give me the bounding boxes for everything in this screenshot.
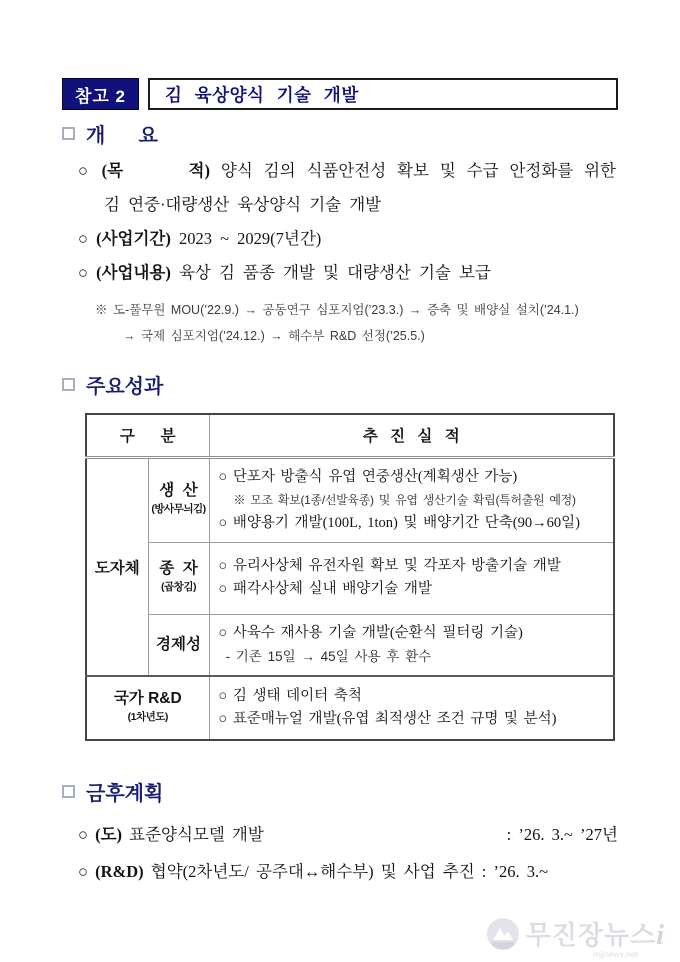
content-line: ○ 배양용기 개발(100L, 1ton) 및 배양기간 단축(90→60일) <box>218 514 580 531</box>
document-title: 김 육상양식 기술 개발 <box>148 78 618 110</box>
row-label-production: 생 산 (방사무늬김) <box>148 457 209 542</box>
bullet-circle-icon: ○ <box>78 229 88 248</box>
document-header <box>62 78 618 110</box>
section-heading-overview-label: 개 요 <box>86 124 158 147</box>
bullet-label: (목 적) <box>101 161 210 180</box>
news-watermark-text-block <box>525 915 664 959</box>
overview-bullet-purpose <box>62 154 618 188</box>
row-label-national-rnd: 국가 R&D (1차년도) <box>86 676 209 740</box>
content-line-note: ※ 모조 확보(1종/선발육종) 및 유엽 생산기술 확립(특허출원 예정) <box>233 492 576 507</box>
column-header-progress: 추 진 실 적 <box>209 414 614 457</box>
document-content <box>62 78 618 890</box>
bullet-circle-icon: ○ <box>78 862 88 881</box>
section-heading-results-label: 주요성과 <box>86 375 164 398</box>
content-line: ○ 유리사상체 유전자원 확보 및 각포자 방출기술 개발 <box>218 558 561 574</box>
future-item-text: ○ (도) 표준양식모델 개발 <box>78 825 264 844</box>
content-line: ○ 사육수 재사용 기술 개발(순환식 필터링 기술) <box>218 624 523 641</box>
news-logo-icon <box>486 917 520 951</box>
checkbox-square-icon <box>62 378 75 391</box>
table-row-seed <box>86 542 614 614</box>
row-label-economics: 경제성 <box>148 614 209 676</box>
overview-bullet-purpose-line2 <box>62 188 618 222</box>
bullet-label: (사업내용) <box>96 263 171 282</box>
news-watermark <box>486 915 664 959</box>
section-heading-future <box>62 775 618 807</box>
overview-notes <box>62 297 618 349</box>
future-item-rnd <box>62 853 618 890</box>
bullet-circle-icon: ○ <box>78 825 88 844</box>
note-line: ※ 도-풀무원 MOU(’22.9.) → 공동연구 심포지엄(’23.3.) → 증축 및 배양실 설치(’24.1.) <box>95 303 579 317</box>
checkbox-square-icon <box>62 127 75 140</box>
bullet-circle-icon: ○ <box>78 161 91 180</box>
future-item-date: : ’26. 3.~ ’27년 <box>506 825 618 844</box>
section-heading-future-label: 금후계획 <box>86 782 164 805</box>
results-table-header-row <box>86 414 614 457</box>
bullet-text: 육상 김 품종 개발 및 대량생산 기술 보급 <box>178 263 491 282</box>
note-line: → 국제 심포지엄(’24.12.) → 해수부 R&D 선정(’25.5.) <box>123 329 425 343</box>
bullet-text: 2023 ~ 2029(7년간) <box>178 229 322 248</box>
column-header-category: 구 분 <box>86 414 209 457</box>
bullet-label: (사업기간) <box>96 229 171 248</box>
section-heading-overview <box>62 117 618 149</box>
row-group-province: 도자체 <box>86 457 148 676</box>
content-line: ○ 김 생태 데이터 축척 <box>218 688 362 704</box>
row-content-seed <box>209 542 614 614</box>
news-watermark-name: 무진장뉴스 <box>525 920 657 950</box>
content-line: ○ 단포자 방출식 유엽 연중생산(계획생산 가능) <box>218 468 518 485</box>
row-content-economics <box>209 614 614 676</box>
overview-bullet-period <box>62 222 618 256</box>
bullet-text-continued: 김 연중·대량생산 육상양식 기술 개발 <box>104 195 382 214</box>
news-watermark-domain: mjjnews.net <box>593 949 638 959</box>
overview-bullet-content <box>62 256 618 290</box>
content-line: ○ 패각사상체 실내 배양기술 개발 <box>218 581 432 597</box>
future-items <box>62 816 618 890</box>
row-content-national-rnd <box>209 676 614 740</box>
checkbox-square-icon <box>62 785 75 798</box>
bullet-text: 양식 김의 식품안전성 확보 및 수급 안정화를 위한 <box>220 161 616 180</box>
reference-badge: 참고 2 <box>62 78 139 110</box>
content-line-sub: - 기존 15일 → 45일 사용 후 환수 <box>225 648 432 664</box>
row-content-production <box>209 457 614 542</box>
table-row-production <box>86 457 614 542</box>
results-table <box>85 413 615 741</box>
table-row-economics <box>86 614 614 676</box>
future-item-text: ○ (R&D) 협약(2차년도/ 공주대↔해수부) 및 사업 추진 : ’26. 3.~ <box>78 862 549 881</box>
bullet-circle-icon: ○ <box>78 263 88 282</box>
row-label-seed: 종 자 (곱창김) <box>148 542 209 614</box>
overview-bullets <box>62 154 618 290</box>
news-watermark-suffix: i <box>656 920 664 951</box>
content-line: ○ 표준매뉴얼 개발(유엽 최적생산 조건 규명 및 분석) <box>218 711 557 727</box>
section-heading-results <box>62 368 618 400</box>
future-item-province <box>62 816 618 853</box>
table-row-national-rnd <box>86 676 614 740</box>
